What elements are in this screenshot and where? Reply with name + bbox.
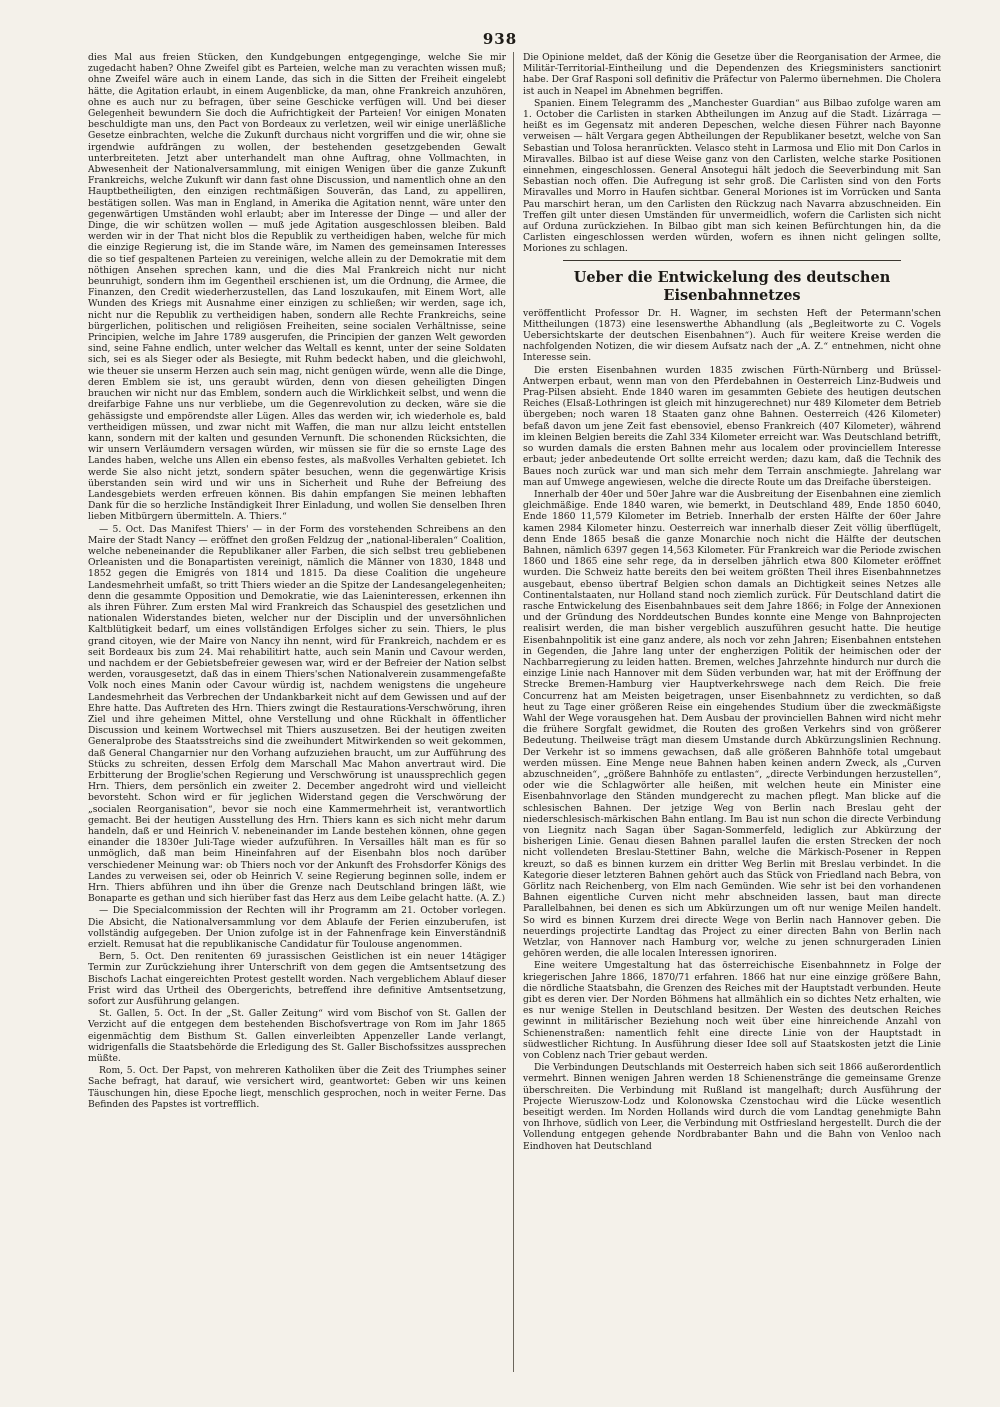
article-paragraph: St. Gallen, 5. Oct. In der „St. Galler Zeitung“ wird vom Bischof von St. Gallen der Verzicht auf die entgegen dem bestehenden Bischofsvertrage von Rom im Jahr 1865 eigenmächtig dem Bisthum St. Gallen einverleibten Appenzeller Lande verlangt, widrigenfalls die Staatsbehörde die Erledigung des St. Galler Bischofssitzes aussprechen müßte. <box>88 1008 506 1065</box>
article-paragraph: — 5. Oct. Das Manifest Thiers' — in der Form des vorstehenden Schreibens an den Maire der Stadt Nancy — eröffnet den großen Feldzug der „national-liberalen“ Coalition, welche nebeneinander die Republikaner aller Farben, die sich selbst treu gebliebenen Orleanisten und die Bonapartisten vereinigt, nämlich die Männer von 1830, 1848 und 1852 gegen die Emigrés von 1814 und 1815. Da diese Coalition die ungeheure Landesmehrheit umfaßt, so tritt Thiers wieder an die Spitze der Landesangelegenheiten; denn die gesammte Opposition und Demokratie, wie das Laieninteressen, erkennen ihn als ihren Führer. Zum ersten Mal wird Frankreich das Schauspiel des gesetzlichen und nationalen Widerstandes bieten, welcher nur der Disciplin und der unversöhnlichen Kaltblütigkeit bedarf, um eines vollständigen Erfolges sicher zu sein. Thiers, le plus grand citoyen, wie der Maire von Nancy ihn nennt, wird für Frankreich, nachdem er es seit Bordeaux bis zum 24. Mai rehabilitirt hatte, auch sein Manin und Cavour werden, und nachdem er der Gebietsbefreier gewesen war, wird er der Befreier der Nation selbst werden, vorausgesetzt, daß das in einem Thiers'schen Nationalverein zusammengefaßte Volk noch eines Manin oder Cavour würdig ist, nachdem wenigstens die ungeheure Landesmehrheit das Verbrechen der Undankbarkeit nicht auf dem Gewissen und auf der Ehre hatte. Das Auftreten des Hrn. Thiers zwingt die Restaurations-Verschwörung, ihren Ziel und ihre geheimen Mittel, ohne Verstellung und ohne Rückhalt in öffentlicher Discussion und keinem Wortwechsel mit Thiers auszusetzen. Bei der heutigen zweiten Generalprobe des Staatsstreichs sind die zweihundert Mitwirkenden so weit gekommen, daß General Changarnier nur den Vorhang aufzuziehen braucht, um zur Aufführung des Stücks zu schreiten, dessen Erfolg dem Marschall Mac Mahon anvertraut wird. Die Erbitterung der Broglie'schen Regierung und Verschwörung ist unaussprechlich gegen Hrn. Thiers, dem persönlich ein zweiter 2. December angedroht wird und vielleicht bevorsteht. Schon wird er für jeglichen Widerstand gegen die Verschwörung der „socialen Reorganisation“, bevor sie noch eine Kammermehrheit ist, verantwortlich gemacht. Bei der heutigen Ausstellung des Hrn. Thiers kann es sich nicht mehr darum handeln, daß er und Heinrich V. nebeneinander im Lande bestehen können, ohne gegen einander die 1830er Juli-Tage wieder aufzuführen. In Versailles hält man es für so unmöglich, daß man beim Hineinfahren auf der Eisenbahn blos noch darüber verschiedener Meinung war: ob Thiers noch vor der Ankunft des Frohsdorfer Königs des Landes zu verweisen sei, oder ob Heinrich V. seine Regierung beginnen solle, indem er Hrn. Thiers abführen und ihn über die Grenze nach Deutschland bringen läßt, wie Bonaparte es gethan und sich hierüber fast das Herz aus dem Leibe gelacht hatte. (A. Z.) <box>88 523 506 905</box>
article-paragraph: Spanien. Einem Telegramm des „Manchester Guardian“ aus Bilbao zufolge waren am 1. October die Carlisten in starken Abtheilungen im Anzug auf die Stadt. Lizárraga — heißt es im Gegensatz mit anderen Depeschen, welche diesen Führer nach Bayonne verweisen — hält Vergara gegen Abtheilungen der Republikaner besetzt, welche von San Sebastian und Tolosa heranrückten. Velasco steht in Larmosa und Elio mit Don Carlos in Miravalles. Bilbao ist auf diese Weise ganz von den Carlisten, welche starke Positionen einnehmen, eingeschlossen. General Ansotegui hält jedoch die Seeverbindung mit San Sebastian noch offen. Die Aufregung ist sehr groß. Die Carlisten sind von den Forts Miravalles und Morro in Haufen sichtbar. General Moriones ist im Vorrücken und Santa Pau marschirt heran, um den Carlisten den Rückzug nach Navarra abzuschneiden. Ein Treffen gilt unter diesen Umständen für unvermeidlich, wofern die Carlisten sich nicht auf Orduna zurückziehen. In Bilbao gibt man sich keinen Befürchtungen hin, da die Carlisten eingeschlossen werden würden, wofern es ihnen nicht gelingen sollte, Moriones zu schlagen. <box>523 97 941 255</box>
section-rule <box>563 260 901 261</box>
article-paragraph: Rom, 5. Oct. Der Papst, von mehreren Katholiken über die Zeit des Triumphes seiner Sache befragt, hat darauf, wie versichert wird, geantwortet: Geben wir uns keinen Täuschungen hin, diese Epoche liegt, menschlich gesprochen, noch in weiter Ferne. Das Befinden des Papstes ist vortrefflich. <box>88 1065 506 1110</box>
article-heading: Ueber die Entwickelung des deutschen Eisenbahnnetzes <box>573 268 891 304</box>
column-divider <box>513 52 514 1372</box>
right-column <box>523 52 941 1382</box>
page-number: 938 <box>482 30 518 48</box>
left-column <box>88 52 506 1382</box>
article-paragraph: Innerhalb der 40er und 50er Jahre war die Ausbreitung der Eisenbahnen eine ziemlich gleichmäßige. Ende 1840 waren, wie bemerkt, in Deutschland 489, Ende 1850 6040, Ende 1860 11,579 Kilometer im Betrieb. Innerhalb der ersten Hälfte der 60er Jahre kamen 2984 Kilometer hinzu. Oesterreich war innerhalb dieser Zeit völlig überflügelt, denn Ende 1865 besaß die ganze Monarchie noch nicht die Hälfte der deutschen Bahnen, nämlich 6397 gegen 14,563 Kilometer. Für Frankreich war die Periode zwischen 1860 und 1865 eine sehr rege, da in derselben jährlich etwa 800 Kilometer eröffnet wurden. Die Schweiz hatte bereits den bei weitem größten Theil ihres Eisenbahnnetzes ausgebaut, ebenso übertraf Belgien schon damals an Dichtigkeit seines Netzes alle Continentalstaaten, nur Holland stand noch ziemlich zurück. Für Deutschland datirt die rasche Entwickelung des Eisenbahnbaues seit dem Jahre 1866; in Folge der Annexionen und der Gründung des Norddeutschen Bundes konnte eine Menge von Bahnprojecten realisirt werden, die man bisher vergeblich auszuführen gesucht hatte. Die heutige Eisenbahnpolitik ist eine ganz andere, als noch vor zehn Jahren; Eisenbahnen entstehen in Gegenden, die Jahre lang unter der engherzigen Politik der heimischen oder der Nachbarregierung zu leiden hatten. Bremen, welches Jahrzehnte hindurch nur durch die einzige Linie nach Hannover mit dem Süden verbunden war, hat mit der Eröffnung der Strecke Bremen-Hamburg vier Hauptverkehrswege nach dem Reich. Die freie Concurrenz hat am Meisten beigetragen, unser Eisenbahnnetz zu verdichten, so daß heut zu Tage einer größeren Reise ein eingehendes Studium über die zweckmäßigste Wahl der Wege vorausgehen hat. Dem Ausbau der provinciellen Bahnen wird nicht mehr die frühere Sorgfalt gewidmet, die Routen des großen Verkehrs sind von größerer Bedeutung. Theilweise trägt man diesem Umstande durch Abkürzungslinien Rechnung. Der Verkehr ist so immens gewachsen, daß alle größeren Bahnhöfe total umgebaut werden müssen. Eine Menge neue Bahnen haben keinen andern Zweck, als „Curven abzuschneiden“, „größere Bahnhöfe zu entlasten“, „directe Verbindungen herzustellen“, oder wie die Schlagwörter alle heißen, mit welchen heute ein Minister eine Eisenbahnvorlage den Ständen mundgerecht zu machen pflegt. Man blicke auf die schlesischen Bahnen. Der jetzige Weg von Berlin nach Breslau geht der niederschlesisch-märkischen Bahn entlang. Im Bau ist nun schon die directe Verbindung von Liegnitz nach Sagan über Sagan-Sommerfeld, lediglich zur Abkürzung der bisherigen Linie. Genau diesen Bahnen parallel laufen die ersten Strecken der noch nicht vollendeten Breslau-Stettiner Bahn, welche die Märkisch-Posener in Reppen kreuzt, so daß es binnen kurzem ein dritter Weg Berlin mit Breslau verbindet. In die Kategorie dieser letzteren Bahnen gehört auch das Stück von Friedland nach Bebra, von Görlitz nach Reichenberg, von Elm nach Gemünden. Wie sehr ist bei den vorhandenen Bahnen eigentliche Curven nicht mehr abschneiden lassen, baut man directe Parallelbahnen, bei denen es sich um Abkürzungen um oft nur wenige Meilen handelt. So wird es binnen Kurzem drei directe Wege von Berlin nach Hannover geben. Die neuerdings projectirte Landtag das Project zu einer directen Bahn von Berlin nach Wetzlar, von Hannover nach Hamburg vor, welche zu jenen schnurgeraden Linien gehören werden, die alle localen Interessen ignoriren. <box>523 488 941 960</box>
article-paragraph: Die ersten Eisenbahnen wurden 1835 zwischen Fürth-Nürnberg und Brüssel-Antwerpen erbaut, wenn man von den Pferdebahnen in Oesterreich Linz-Budweis und Prag-Pilsen absieht. Ende 1840 waren im gesammten Gebiete des heutigen deutschen Reiches (Elsaß-Lothringen ist gleich mit hinzugerechnet) nur 489 Kilometer dem Betrieb übergeben; noch waren 18 Staaten ganz ohne Bahnen. Oesterreich (426 Kilometer) befaß davon um jene Zeit fast ebensoviel, ebenso Frankreich (407 Kilometer), während im kleinen Belgien bereits die Zahl 334 Kilometer erreicht war. Was Deutschland betrifft, so wurden damals die ersten Bahnen mehr aus localem oder provinciellem Interesse erbaut; jeder anbedeutende Ort sollte erreicht werden; dazu kam, daß die Technik des Baues noch zurück war und man sich mehr dem Terrain anschmiegte. Jahrelang war man auf Umwege angewiesen, welche die directe Route um das Dreifache übersteigen. <box>523 364 941 488</box>
article-paragraph: Eine weitere Umgestaltung hat das österreichische Eisenbahnnetz in Folge der kriegerischen Jahre 1866, 1870/71 erfahren. 1866 hat nur eine einzige größere Bahn, die nördliche Staatsbahn, die Grenzen des Reiches mit der Hauptstadt verbunden. Heute gibt es deren vier. Der Norden Böhmens hat allmählich ein so dichtes Netz erhalten, wie es nur wenige Stellen in Deutschland besitzen. Der Westen des deutschen Reiches gewinnt in militärischer Beziehung noch weit über eine hinreichende Anzahl von Schienenstraßen: namentlich fehlt eine directe Linie von der Hauptstadt in südwestlicher Richtung. In Ausführung dieser Idee soll auf Staatskosten jetzt die Linie von Coblenz nach Trier gebaut werden. <box>523 960 941 1062</box>
article-paragraph: — Die Specialcommission der Rechten will ihr Programm am 21. October vorlegen. Die Absicht, die Nationalversammlung vor dem Ablaufe der Ferien einzuberufen, ist vollständig aufgegeben. Der Union zufolge ist in der Fahnenfrage kein Einverständniß erzielt. Remusat hat die republikanische Candidatur für Toulouse angenommen. <box>88 905 506 951</box>
article-paragraph: veröffentlicht Professor Dr. H. Wagner, im sechsten Heft der Petermann'schen Mittheilungen (1873) eine lesenswerthe Abhandlung (als „Begleitworte zu C. Vogels Uebersichtskarte der deutschen Eisenbahnen“). Auch für weitere Kreise werden die nachfolgenden Notizen, die wir diesem Aufsatz nach der „A. Z.“ entnehmen, nicht ohne Interesse sein. <box>523 307 941 364</box>
article-paragraph: Die Opinione meldet, daß der König die Gesetze über die Reorganisation der Armee, die Militär-Territorial-Eintheilung und die Dependenzen des Kriegsministers sanctionirt habe. Der Graf Rasponi soll definitiv die Präfectur von Palermo übernehmen. Die Cholera ist auch in Neapel im Abnehmen begriffen. <box>523 52 941 97</box>
article-paragraph: Die Verbindungen Deutschlands mit Oesterreich haben sich seit 1866 außerordentlich vermehrt. Binnen wenigen Jahren werden 18 Schienenstränge die gemeinsame Grenze überschreiten. Die Verbindung mit Rußland ist mangelhaft; durch Ausführung der Projecte Wieruszow-Lodz und Kolonowska Czenstochau wird die Lücke wesentlich beseitigt werden. Im Norden Hollands wird durch die vom Landtag genehmigte Bahn von Ihrhove, südlich von Leer, die Verbindung mit Ostfriesland hergestellt. Durch die der Vollendung entgegen gehende Nordbrabanter Bahn und die Bahn von Venloo nach Eindhoven hat Deutschland <box>523 1062 941 1152</box>
article-paragraph: dies Mal aus freien Stücken, den Kundgebungen entgegenginge, welche Sie mir zugedacht haben? Ohne Zweifel gibt es Parteien, welche man zu verachten wissen muß; ohne Zweifel wäre auch in einem Lande, das sich in die Sitten der Freiheit eingelebt hätte, die Agitation erlaubt, in einem Augenblicke, da man, ohne Frankreich anzuhören, ohne es auch nur zu befragen, über seine Geschicke verfügen will. Und bei dieser Gelegenheit bewundern Sie doch die Aufrichtigkeit der Parteien! Vor einigen Monaten beschuldigte man uns, den Pact von Bordeaux zu verletzen, weil wir einige unerläßliche Gesetze einbrachten, welche die Zukunft durchaus nicht vorgriffen und die wir, ohne sie irgendwie aufdrängen zu wollen, der bestehenden gesetzgebenden Gewalt unterbreiteten. Jetzt aber unterhandelt man ohne Auftrag, ohne Vollmachten, in Abwesenheit der Nationalversammlung, mit einigen Wenigen über die ganze Zukunft Frankreichs, welche Zukunft wir dann fast ohne Discussion, und namentlich ohne an den Hauptbetheiligten, den einzigen rechtmäßigen Souverän, das Land, zu appelliren, bestätigen sollen. Was man in England, in Amerika die Agitation nennt, wäre unter den gegenwärtigen Umständen wohl erlaubt; aber im Interesse der Dinge — und aller der Dinge, die wir schützen wollen — muß jede Agitation ausgeschlossen bleiben. Bald werden wir in der That nicht blos die Republik zu vertheidigen haben, welche für mich die einzige Regierung ist, die im Stande wäre, im Namen des gemeinsamen Interesses die so tief gespaltenen Parteien zu vereinigen, welche allein zu der Demokratie mit dem nöthigen Ansehen sprechen kann, und die dies Mal Frankreich nicht nur nicht beunruhigt, sondern ihm im Gegentheil erschienen ist, um die Ordnung, die Armee, die Finanzen, den Credit wiederherzustellen, das Land loszukaufen, mit Einem Wort, alle Wunden des Kriegs mit Ausnahme einer einzigen zu schließen; wir werden, sage ich, nicht nur die Republik zu vertheidigen haben, sondern alle Rechte Frankreichs, seine bürgerlichen, politischen und religiösen Freiheiten, seine socialen Verhältnisse, seine Principien, welche im Jahre 1789 ausgerufen, die Principien der ganzen Welt geworden sind, seine Fahne endlich, unter welcher das Weltall es kennt, unter der seine Soldaten sich, sei es als Sieger oder als Besiegte, mit Ruhm bedeckt haben, und die gleichwohl, wie theuer sie unserm Herzen auch sein mag, nicht genügen würde, wenn alle die Dinge, deren Emblem sie ist, uns geraubt würden, denn von diesen geheiligten Dingen brauchen wir nicht nur das Emblem, sondern auch die Wirklichkeit selbst, und wenn die dreifarbige Fahne uns nur verbliebe, um die Gegenrevolution zu decken, wäre sie die gehässigste und empörendste aller Lügen. Alles das werden wir, ich wiederhole es, bald vertheidigen müssen, und zwar nicht mit Waffen, die man nur allzu leicht entstellen kann, sondern mit der kalten und gesunden Vernunft. Die schonenden Rücksichten, die wir unsern Verläumdern versagen würden, wir müssen sie für die so ernste Lage des Landes haben, welche uns Allen ein ebenso festes, als maßvolles Verhalten gebietet. Ich werde Sie also nicht jetzt, sondern später besuchen, wenn die gegenwärtige Krisis überstanden sein wird und wir uns in Sicherheit und Ruhe der Befreiung des Landesgebiets werden erfreuen können. Bis dahin empfangen Sie meinen lebhaften Dank für die so herzliche Inständigkeit Ihrer Einladung, und wollen Sie denselben Ihren lieben Mitbürgern übermitteln. A. Thiers.“ <box>88 52 506 523</box>
article-paragraph: Bern, 5. Oct. Den renitenten 69 jurassischen Geistlichen ist ein neuer 14tägiger Termin zur Zurückziehung ihrer Unterschrift von dem gegen die Amtsentsetzung des Bischofs Lachat eingereichten Protest gestellt worden. Nach vergeblichem Ablauf dieser Frist wird das Urtheil des Obergerichts, betreffend ihre definitive Amtsentsetzung, sofort zur Ausführung gelangen. <box>88 951 506 1008</box>
